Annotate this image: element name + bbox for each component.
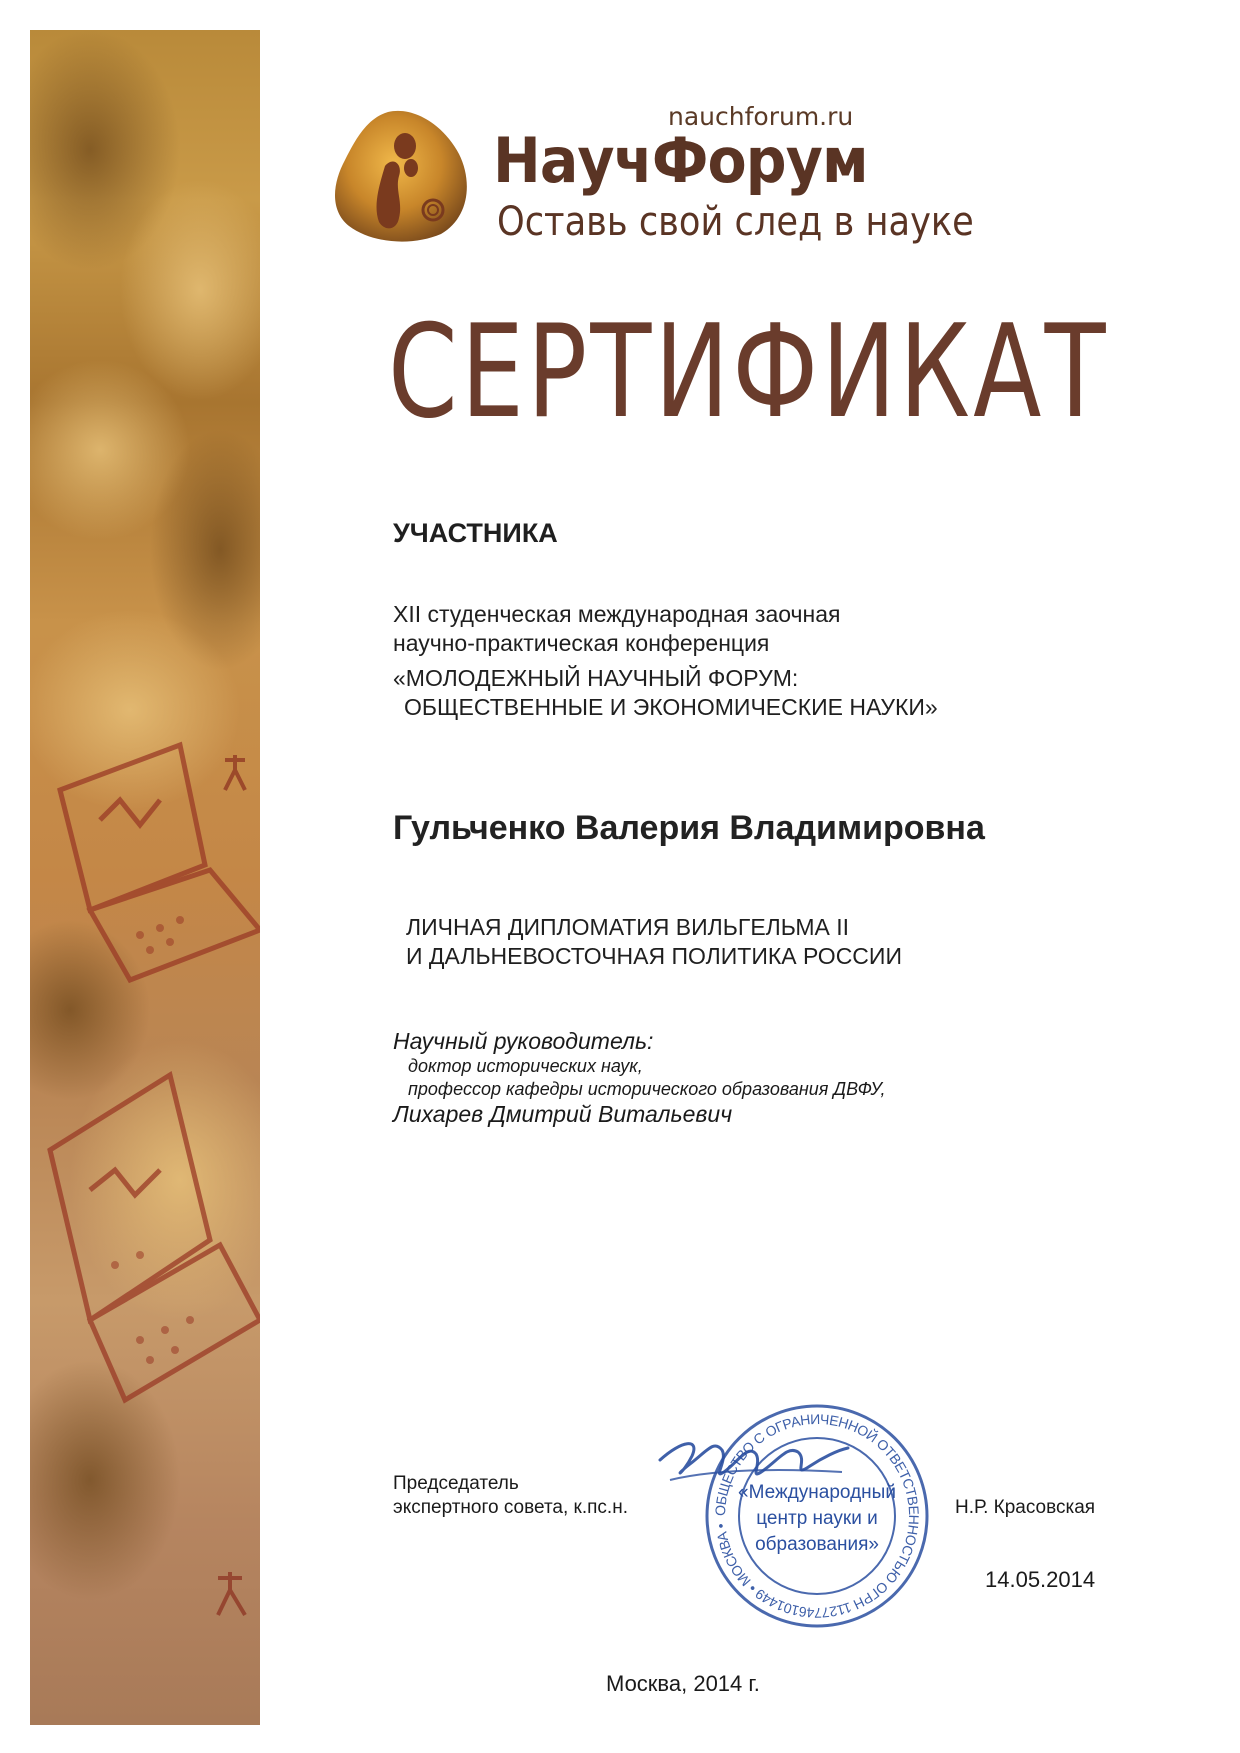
footprint-logo-icon <box>333 106 473 244</box>
supervisor-title: Научный руководитель: <box>393 1028 654 1054</box>
conference-name-line: ОБЩЕСТВЕННЫЕ И ЭКОНОМИЧЕСКИЕ НАУКИ» <box>404 694 938 720</box>
recipient-name: Гульченко Валерия Владимировна <box>393 809 985 847</box>
supervisor-degree: доктор исторических наук, <box>408 1056 643 1076</box>
chair-name: Н.Р. Красовская <box>955 1497 1096 1518</box>
supervisor-name: Лихарев Дмитрий Витальевич <box>393 1101 733 1127</box>
logo-name: НаучФорум <box>493 124 868 197</box>
chair-title: экспертного совета, к.пс.н. <box>393 1497 628 1518</box>
decorative-side-strip <box>30 30 260 1725</box>
logo-slogan: Оставь свой след в науке <box>497 199 974 245</box>
place-year: Москва, 2014 г. <box>606 1671 760 1696</box>
conference-name-line: «МОЛОДЕЖНЫЙ НАУЧНЫЙ ФОРУМ: <box>393 665 799 691</box>
supervisor-position: профессор кафедры исторического образования ДВФУ, <box>408 1079 886 1099</box>
participant-label: УЧАСТНИКА <box>393 518 558 548</box>
topic-line: ЛИЧНАЯ ДИПЛОМАТИЯ ВИЛЬГЕЛЬМА II <box>406 914 850 940</box>
chair-title: Председатель <box>393 1473 519 1494</box>
logo-site: nauchforum.ru <box>668 102 854 131</box>
seal-center-text: «Международный <box>738 1482 896 1503</box>
signature-icon <box>652 1420 852 1506</box>
seal-center-text: образования» <box>755 1534 879 1555</box>
seal-center-text: центр науки и <box>756 1508 878 1529</box>
conference-line: XII студенческая международная заочная <box>393 601 841 627</box>
seal-ring-text: ОБЩЕСТВО С ОГРАНИЧЕННОЙ ОТВЕТСТВЕННОСТЬЮ ОГРН 1127746101449 • МОСКВА • <box>711 1410 923 1622</box>
conference-line: научно-практическая конференция <box>393 630 770 656</box>
issue-date: 14.05.2014 <box>985 1567 1096 1592</box>
topic-line: И ДАЛЬНЕВОСТОЧНАЯ ПОЛИТИКА РОССИИ <box>406 943 902 969</box>
certificate-title: СЕРТИФИКАТ <box>388 298 1109 447</box>
